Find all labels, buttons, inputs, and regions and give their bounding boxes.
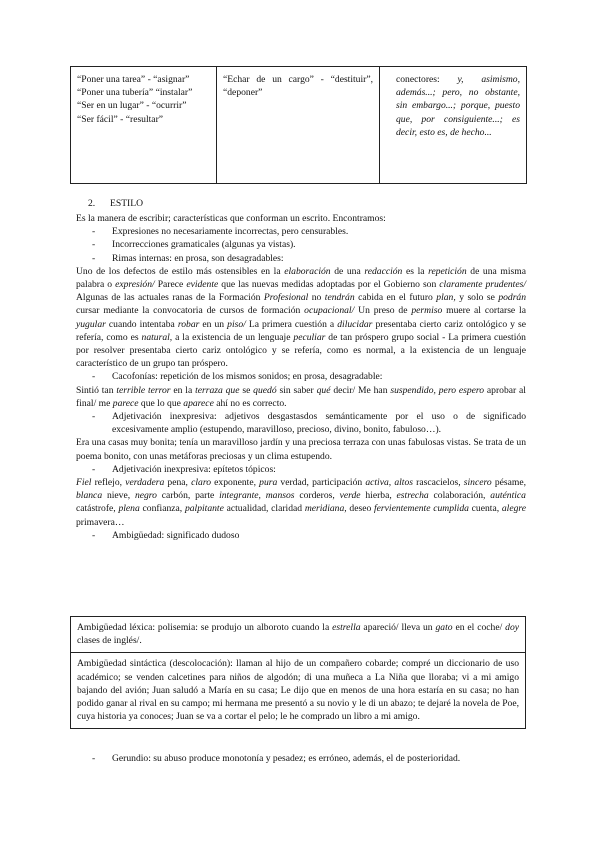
bullet-dash: - — [92, 753, 96, 764]
text: que lo que — [138, 397, 184, 409]
text: Un preso de — [354, 305, 412, 317]
italic-text: terrible terror — [116, 384, 171, 396]
list-item-text: Incorrecciones gramaticales (algunas ya vistas). — [112, 239, 296, 251]
list-item-text: Gerundio: su abuso produce monotonía y pesadez; es erróneo, además, el de posterioridad. — [112, 753, 461, 764]
italic-text: sincero — [463, 477, 492, 489]
bullet-dash: - — [92, 529, 96, 541]
text: clases de inglés/. — [77, 635, 142, 647]
list-item-text: Ambigüedad: significado dudoso — [112, 529, 240, 541]
italic-text: natural, — [141, 331, 173, 343]
italic-text: evidente — [186, 279, 219, 291]
list-item-text: Adjetivación inexpresiva: epítetos tópicos: — [112, 463, 276, 475]
section-number: 2. — [88, 198, 96, 209]
table-line: “Ser en un lugar” - “ocurrir” — [77, 100, 187, 112]
italic-text: elaboración — [284, 265, 331, 277]
bullet-dash: - — [92, 411, 96, 423]
italic-text: quedó — [253, 384, 277, 396]
text: y solo se — [455, 292, 499, 304]
text: de tan próspero grupo social - La primera cuestión por resolver presentaba cierto cariz ontológico y se refería, como es normal, a la existencia de un lenguaje característico de un grupo tan próspero. — [76, 331, 526, 370]
italic-text: dilucidar — [337, 318, 373, 330]
text: decir/ Me han — [330, 384, 391, 396]
italic-text: expresión/ — [115, 279, 155, 291]
text: ahí no es correcto. — [213, 397, 287, 409]
section-body-end — [76, 752, 526, 765]
text: primavera… — [76, 516, 125, 528]
italic-text: yugular — [76, 318, 106, 330]
italic-text: aparece — [183, 397, 214, 409]
italic-text: gato — [435, 622, 453, 633]
italic-text: fervientemente cumplida — [374, 503, 469, 515]
table-row — [71, 67, 527, 184]
italic-text: estrella — [332, 622, 361, 633]
italic-text: meridiana, — [304, 503, 347, 515]
adjetivacion-example-paragraph: Era una casas muy bonita; tenía un maravilloso jardín y una preciosa terraza con unas fabulosas vistas. Se trata de un poema bonito, con unas metáforas preciosas y un clima estupendo. — [76, 437, 526, 462]
italic-text: estrecha — [396, 490, 429, 502]
text: confianza, — [139, 503, 185, 515]
text: no — [308, 292, 325, 304]
text: La primera cuestión a — [245, 318, 338, 330]
text: pena, — [164, 477, 192, 489]
section-heading — [88, 197, 143, 210]
text: presentaba cierto cariz ontológico y se refería, como es — [76, 318, 526, 343]
text: Ambigüedad léxica: polisemia: se produjo un alboroto cuando la — [77, 622, 333, 633]
list-item — [76, 410, 526, 436]
text: exponente, — [211, 477, 260, 489]
italic-text: palpitante — [184, 503, 224, 515]
italic-text: repetición — [428, 265, 467, 277]
text: muere al cortarse la — [442, 305, 526, 317]
text: en un — [199, 318, 228, 330]
bullet-dash: - — [92, 226, 96, 238]
italic-text: suspendido, pero espero — [390, 384, 485, 396]
rimas-example-paragraph — [76, 265, 526, 371]
text: cabida en el futuro — [354, 292, 437, 304]
list-item-text: Expresiones no necesariamente incorrectas, pero censurables. — [112, 226, 349, 238]
text: rascacielos, — [412, 477, 464, 489]
italic-text: doy — [505, 622, 519, 633]
text: de una misma palabra o — [76, 265, 526, 291]
text: en la — [170, 384, 196, 396]
list-item-text: Adjetivación inexpresiva: adjetivos desgastasdos semánticamente por el uso o de significado excesivamente amplio (estupendo, maravilloso, precioso, divino, bonito, fabuloso…). — [112, 411, 526, 436]
italic-text: pura — [259, 477, 278, 489]
bullet-dash: - — [92, 252, 96, 264]
section-title: ESTILO — [110, 198, 144, 209]
italic-text: claro — [191, 477, 212, 489]
connectors-table — [70, 66, 527, 184]
italic-text: verdadera — [125, 477, 165, 489]
text: a la existencia de un lenguaje — [172, 331, 294, 343]
ambiguedad-sintactica-section: Ambigüedad sintáctica (descolocación): llaman al hijo de un compañero cobarde; compré un diccionario de uso académico; se venden calcetines para niños de algodón; di una muñeca a La Niña que lloraba; vi a mi amigo bajando del avión; Juan saludó a María en su casa; Le dijo que en menos de una hora estaría en su casa; no han podido ganar al rival en su campo; mi hermana me presentó a su novio y le di un abazo; te dejaré la novela de Poe, cuya historia ya conoces; Juan se va a cortar el pelo; le he comprado un libro a mi amigo. — [71, 652, 525, 728]
text: actualidad, claridad — [223, 503, 305, 515]
text: se — [239, 384, 254, 396]
text: de una — [330, 265, 365, 277]
table-cell-connectors — [380, 67, 527, 184]
italic-text: terraza que — [195, 384, 240, 396]
italic-text: robar — [177, 318, 200, 330]
text: aprobar al final/ me — [76, 384, 526, 409]
connectors-list: y, asimismo, además...; pero, no obstante, sin embargo...; porque, puesto que, por consiguiente...; es decir, esto es, de hecho... — [396, 74, 520, 138]
list-item — [76, 225, 526, 238]
text: sin saber — [276, 384, 317, 396]
table-cell-echar — [217, 67, 380, 184]
italic-text: activa, altos — [365, 477, 413, 489]
list-item — [76, 463, 526, 476]
table-text: “Echar de un cargo” - “destituir”, “deponer” — [223, 74, 373, 99]
italic-text: parece — [112, 397, 139, 409]
italic-text: alegre — [501, 503, 527, 515]
italic-text: claramente prudentes/ — [439, 279, 526, 291]
italic-text: blanca — [76, 490, 103, 502]
list-item — [76, 252, 526, 265]
section-body — [76, 212, 526, 542]
italic-text: ocupacional/ — [304, 305, 355, 317]
list-item-text: Rimas internas: en prosa, son desagradables: — [112, 252, 284, 264]
text: pésame, — [491, 477, 526, 489]
italic-text: permiso — [411, 305, 443, 317]
italic-text: peculiar — [293, 331, 326, 343]
italic-text: verde — [339, 490, 361, 502]
italic-text: tendrán — [324, 292, 355, 304]
table-cell-verbs — [71, 67, 217, 184]
italic-text: plan, — [436, 292, 456, 304]
epitetos-example-paragraph — [76, 476, 526, 529]
bullet-dash: - — [92, 239, 96, 251]
italic-text: auténtica — [490, 490, 526, 502]
text: apareció/ lleva un — [360, 622, 436, 633]
text: Parece — [154, 279, 187, 291]
text: cuenta, — [468, 503, 502, 515]
table-line: “Ser fácil” - “resultar” — [77, 113, 164, 125]
italic-text: Fiel — [76, 477, 92, 489]
text: reflejo, — [91, 477, 126, 489]
text: es la — [402, 265, 429, 277]
table-line: “Poner una tubería” “instalar” — [77, 87, 193, 99]
text: colaboración, — [428, 490, 491, 502]
list-item — [76, 370, 526, 383]
ambiguedad-box — [70, 616, 526, 729]
text: cuando intentaba — [105, 318, 178, 330]
list-item — [76, 752, 526, 765]
intro-text: Es la manera de escribir; características que conforman un escrito. Encontramos: — [76, 213, 386, 224]
italic-text: integrante, mansos — [219, 490, 295, 502]
text: carbón, parte — [156, 490, 220, 502]
ambiguedad-lexica-section — [71, 617, 525, 652]
bullet-dash: - — [92, 371, 96, 383]
list-item-text: Cacofonías: repetición de los mismos sonidos; en prosa, desagradable: — [112, 371, 383, 383]
text: nieve, — [102, 490, 135, 502]
cacofonias-example-paragraph — [76, 384, 526, 410]
italic-text: piso/ — [227, 318, 246, 330]
text: deseo — [346, 503, 374, 515]
italic-text: redacción — [364, 265, 403, 277]
text: hierba, — [360, 490, 397, 502]
text: catástrofe, — [76, 503, 119, 515]
text: Algunas de las actuales ranas de la Formación — [76, 292, 264, 304]
text: Sintió tan — [76, 384, 117, 396]
italic-text: plena — [118, 503, 140, 515]
text: corderos, — [294, 490, 340, 502]
italic-text: Profesional — [263, 292, 309, 304]
text: que las nuevas medidas adoptadas por el Gobierno son — [218, 279, 440, 291]
text: cursar mediante la convocatoria de cursos de formación — [76, 305, 305, 317]
text: Uno de los defectos de estilo más ostensibles en la — [76, 265, 285, 277]
italic-text: negro — [134, 490, 157, 502]
bullet-dash: - — [92, 463, 96, 475]
list-item — [76, 238, 526, 251]
table-line: “Poner una tarea” - “asignar” — [77, 74, 190, 85]
text: en el coche/ — [452, 622, 506, 633]
connectors-label: conectores: — [396, 74, 440, 85]
list-item — [76, 529, 526, 542]
italic-text: qué — [316, 384, 331, 396]
text: verdad, participación — [277, 477, 366, 489]
italic-text: podrán — [498, 292, 527, 304]
